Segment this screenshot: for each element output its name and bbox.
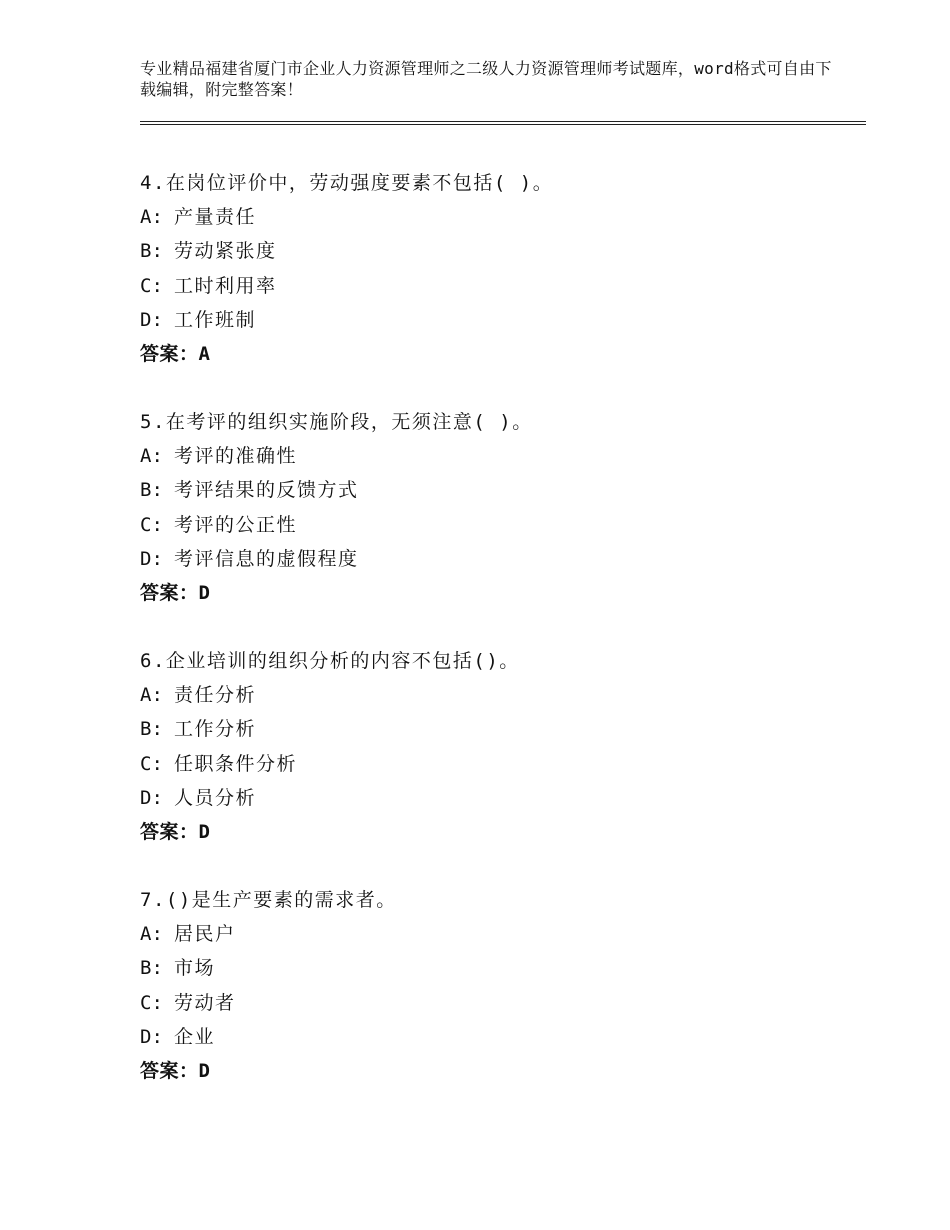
option-text: 产量责任 bbox=[174, 206, 257, 229]
option-key: D: bbox=[140, 786, 163, 809]
option-text: 任职条件分析 bbox=[174, 752, 298, 775]
document-header: 专业精品福建省厦门市企业人力资源管理师之二级人力资源管理师考试题库，word格式可自由下载编辑，附完整答案！ bbox=[140, 59, 832, 99]
option-b bbox=[140, 234, 860, 268]
option-text: 劳动者 bbox=[174, 991, 236, 1014]
option-d bbox=[140, 542, 860, 576]
option-key: A: bbox=[140, 445, 163, 468]
option-key: A: bbox=[140, 206, 163, 229]
option-text: 工作班制 bbox=[174, 308, 257, 331]
option-key: D: bbox=[140, 1025, 163, 1048]
option-a bbox=[140, 200, 860, 234]
header-divider-bottom bbox=[140, 124, 866, 125]
option-key: B: bbox=[140, 718, 163, 741]
option-text: 工时利用率 bbox=[174, 274, 277, 297]
option-key: A: bbox=[140, 684, 163, 707]
question-block bbox=[140, 883, 860, 1088]
option-a bbox=[140, 439, 860, 473]
option-key: C: bbox=[140, 991, 163, 1014]
option-c bbox=[140, 508, 860, 542]
option-text: 考评结果的反馈方式 bbox=[174, 479, 359, 502]
option-text: 考评的公正性 bbox=[174, 513, 298, 536]
option-b bbox=[140, 712, 860, 746]
option-text: 劳动紧张度 bbox=[174, 240, 277, 263]
question-stem: 5.在考评的组织实施阶段，无须注意( )。 bbox=[140, 411, 533, 433]
option-text: 考评信息的虚假程度 bbox=[174, 547, 359, 570]
option-text: 企业 bbox=[174, 1025, 216, 1048]
option-key: D: bbox=[140, 547, 163, 570]
answer-line: 答案：D bbox=[140, 1059, 211, 1082]
option-d bbox=[140, 303, 860, 337]
option-c bbox=[140, 986, 860, 1020]
option-a bbox=[140, 917, 860, 951]
option-key: C: bbox=[140, 274, 163, 297]
option-key: C: bbox=[140, 752, 163, 775]
question-block bbox=[140, 405, 860, 610]
answer-line: 答案：D bbox=[140, 581, 211, 604]
option-d bbox=[140, 781, 860, 815]
header-divider-top bbox=[140, 121, 866, 122]
question-stem: 4.在岗位评价中，劳动强度要素不包括( )。 bbox=[140, 172, 554, 194]
option-b bbox=[140, 951, 860, 985]
answer-line: 答案：A bbox=[140, 342, 211, 365]
option-key: B: bbox=[140, 479, 163, 502]
option-text: 工作分析 bbox=[174, 718, 257, 741]
question-stem: 6.企业培训的组织分析的内容不包括()。 bbox=[140, 650, 520, 672]
option-key: D: bbox=[140, 308, 163, 331]
question-block bbox=[140, 166, 860, 371]
question-stem: 7.()是生产要素的需求者。 bbox=[140, 889, 397, 911]
option-key: B: bbox=[140, 957, 163, 980]
option-key: A: bbox=[140, 923, 163, 946]
option-text: 责任分析 bbox=[174, 684, 257, 707]
option-c bbox=[140, 747, 860, 781]
option-a bbox=[140, 678, 860, 712]
option-text: 考评的准确性 bbox=[174, 445, 298, 468]
option-text: 人员分析 bbox=[174, 786, 257, 809]
answer-line: 答案：D bbox=[140, 820, 211, 843]
option-b bbox=[140, 473, 860, 507]
question-block bbox=[140, 644, 860, 849]
option-key: C: bbox=[140, 513, 163, 536]
option-text: 居民户 bbox=[174, 923, 236, 946]
option-d bbox=[140, 1020, 860, 1054]
option-c bbox=[140, 269, 860, 303]
option-text: 市场 bbox=[174, 957, 216, 980]
option-key: B: bbox=[140, 240, 163, 263]
